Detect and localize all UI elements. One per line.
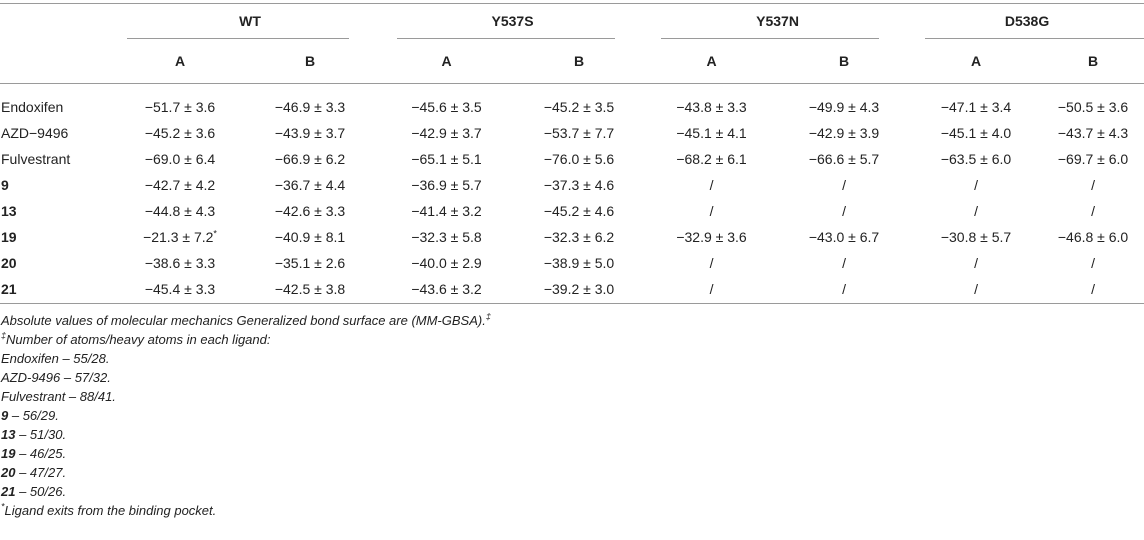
- table-cell: −32.3 ± 5.8: [411, 229, 482, 245]
- ligand-name: 21: [1, 281, 17, 297]
- ligand-name: Endoxifen: [1, 99, 64, 115]
- atom-count-value: – 51/30.: [15, 427, 67, 442]
- atom-count-line: [1, 349, 491, 368]
- subheader-b: B: [573, 53, 585, 69]
- table-row: [0, 198, 1144, 224]
- group-header: WT: [239, 13, 261, 29]
- table-cell: −41.4 ± 3.2: [411, 203, 482, 219]
- table-cell: −43.6 ± 3.2: [411, 281, 482, 297]
- table-cell: −45.1 ± 4.0: [940, 125, 1012, 141]
- subheader-a: A: [970, 53, 982, 69]
- table-cell: /: [1091, 281, 1095, 297]
- atom-ligand-name: 9: [1, 408, 9, 423]
- table-cell: −68.2 ± 6.1: [676, 151, 747, 167]
- atom-count-value: – 50/26.: [15, 484, 67, 499]
- table-cell: −45.2 ± 4.6: [543, 203, 615, 219]
- table-cell: −43.9 ± 3.7: [274, 125, 346, 141]
- table-cell: /: [1091, 177, 1095, 193]
- atom-ligand-name: 13: [1, 427, 16, 442]
- table-cell: −38.9 ± 5.0: [543, 255, 615, 271]
- table-cell: −43.0 ± 6.7: [808, 229, 880, 245]
- asterisk-mark: *: [1, 501, 5, 512]
- table-cell: /: [842, 203, 846, 219]
- atom-count-line: [1, 368, 491, 387]
- atom-count-value: – 56/29.: [8, 408, 59, 423]
- table-cell: −36.9 ± 5.7: [411, 177, 482, 193]
- subheader-a: A: [174, 53, 186, 69]
- results-table: [0, 4, 1144, 302]
- table-cell: −44.8 ± 4.3: [144, 203, 216, 219]
- table-bottom-rule: [0, 303, 1144, 304]
- table-cell: /: [1091, 203, 1095, 219]
- table-cell: −36.7 ± 4.4: [274, 177, 346, 193]
- table-row: [0, 146, 1144, 172]
- asterisk-mark: *: [213, 228, 217, 239]
- group-header: D538G: [1004, 13, 1050, 29]
- table-cell: −50.5 ± 3.6: [1057, 99, 1129, 115]
- ligand-name: 20: [1, 255, 17, 271]
- atom-count-line: [1, 444, 491, 463]
- table-row: [0, 224, 1144, 250]
- table-cell: /: [842, 281, 846, 297]
- table-cell: −45.4 ± 3.3: [144, 281, 216, 297]
- subheader-row: [0, 38, 1144, 84]
- atom-ligand-name: 21: [1, 484, 16, 499]
- table-cell: −53.7 ± 7.7: [543, 125, 615, 141]
- table-cell: −46.9 ± 3.3: [274, 99, 346, 115]
- ligand-name: 19: [1, 229, 17, 245]
- ligand-name: 13: [1, 203, 17, 219]
- atom-count-line: [1, 482, 491, 501]
- table-cell: /: [1091, 255, 1095, 271]
- atom-count-line: [1, 463, 491, 482]
- table-cell: −43.7 ± 4.3: [1057, 125, 1129, 141]
- atom-ligand-name: Fulvestrant: [1, 389, 66, 404]
- table-cell: /: [974, 203, 978, 219]
- atom-count-value: – 55/28.: [58, 351, 110, 366]
- table-cell: −32.9 ± 3.6: [676, 229, 747, 245]
- ligand-subheader: [0, 38, 120, 84]
- table-cell: −51.7 ± 3.6: [144, 99, 216, 115]
- ligand-name: AZD−9496: [1, 125, 69, 141]
- group-header: Y537N: [756, 13, 799, 29]
- table-cell: −49.9 ± 4.3: [808, 99, 880, 115]
- table-cell: −66.9 ± 6.2: [274, 151, 346, 167]
- footnote-ligand-exit: *Ligand exits from the binding pocket.: [1, 501, 217, 518]
- atom-ligand-name: 19: [1, 446, 16, 461]
- table-cell: −45.2 ± 3.6: [144, 125, 216, 141]
- table-cell: −45.2 ± 3.5: [543, 99, 615, 115]
- atom-count-line: [1, 387, 491, 406]
- table-row: [0, 172, 1144, 198]
- ligand-name: 9: [1, 177, 9, 193]
- table-cell: −42.9 ± 3.9: [808, 125, 880, 141]
- table-cell: −65.1 ± 5.1: [411, 151, 482, 167]
- table-cell: −63.5 ± 6.0: [940, 151, 1012, 167]
- atom-count-value: – 46/25.: [15, 446, 67, 461]
- table-cell: /: [709, 255, 714, 271]
- table-cell: −42.5 ± 3.8: [274, 281, 346, 297]
- subheader-b: B: [838, 53, 850, 69]
- atom-count-value: – 47/27.: [15, 465, 67, 480]
- atom-ligand-name: Endoxifen: [1, 351, 59, 366]
- subheader-b: B: [304, 53, 316, 69]
- table-cell: −43.8 ± 3.3: [676, 99, 747, 115]
- table-cell: −32.3 ± 6.2: [543, 229, 615, 245]
- atom-ligand-name: AZD-9496: [1, 370, 61, 385]
- table-cell: /: [709, 203, 714, 219]
- double-dagger-mark: ‡: [485, 311, 491, 322]
- table-cell: −21.3 ± 7.2*: [143, 228, 217, 245]
- group-header: Y537S: [491, 13, 534, 29]
- subheader-a: A: [441, 53, 452, 69]
- table-cell: −76.0 ± 5.6: [543, 151, 615, 167]
- table-cell: −40.0 ± 2.9: [411, 255, 482, 271]
- atom-ligand-name: 20: [1, 465, 16, 480]
- table-row: [0, 276, 1144, 302]
- group-header-row: [0, 4, 1144, 38]
- double-dagger-mark: ‡: [1, 330, 7, 341]
- table-cell: −46.8 ± 6.0: [1057, 229, 1129, 245]
- table-body: [0, 94, 1144, 302]
- table-cell: −37.3 ± 4.6: [543, 177, 615, 193]
- table-cell: −45.6 ± 3.5: [411, 99, 482, 115]
- table-cell: /: [842, 255, 846, 271]
- atom-count-line: [1, 425, 491, 444]
- atom-count-value: – 88/41.: [65, 389, 116, 404]
- table-cell: −35.1 ± 2.6: [274, 255, 346, 271]
- table-footnotes: [1, 311, 491, 520]
- table-cell: /: [842, 177, 846, 193]
- table-cell: /: [974, 177, 978, 193]
- table-cell: −40.9 ± 8.1: [274, 229, 346, 245]
- table-cell: −45.1 ± 4.1: [676, 125, 747, 141]
- atom-count-line: [1, 406, 491, 425]
- atom-count-value: – 57/32.: [60, 370, 111, 385]
- table-cell: /: [709, 177, 714, 193]
- table-cell: /: [974, 255, 978, 271]
- table-cell: −69.7 ± 6.0: [1057, 151, 1129, 167]
- table-cell: −38.6 ± 3.3: [144, 255, 216, 271]
- table-row: [0, 94, 1144, 120]
- table-cell: −69.0 ± 6.4: [144, 151, 216, 167]
- table-row: [0, 120, 1144, 146]
- ligand-header: [0, 4, 120, 38]
- table-row: [0, 250, 1144, 276]
- table-cell: −30.8 ± 5.7: [940, 229, 1012, 245]
- subheader-a: A: [706, 53, 717, 69]
- atoms-list: [1, 349, 491, 501]
- table-cell: −42.7 ± 4.2: [144, 177, 216, 193]
- subheader-b: B: [1087, 53, 1099, 69]
- table-cell: −66.6 ± 5.7: [808, 151, 880, 167]
- table-cell: /: [709, 281, 714, 297]
- footnote-atoms-heading: ‡Number of atoms/heavy atoms in each ligand:: [1, 330, 271, 347]
- table-cell: −39.2 ± 3.0: [543, 281, 615, 297]
- table-cell: −42.6 ± 3.3: [274, 203, 346, 219]
- footnote-mmgbsa: Absolute values of molecular mechanics Generalized bond surface are (MM-GBSA).‡: [1, 311, 491, 328]
- table-cell: /: [974, 281, 978, 297]
- ligand-name: Fulvestrant: [1, 151, 71, 167]
- table-cell: −42.9 ± 3.7: [411, 125, 482, 141]
- table-cell: −47.1 ± 3.4: [940, 99, 1012, 115]
